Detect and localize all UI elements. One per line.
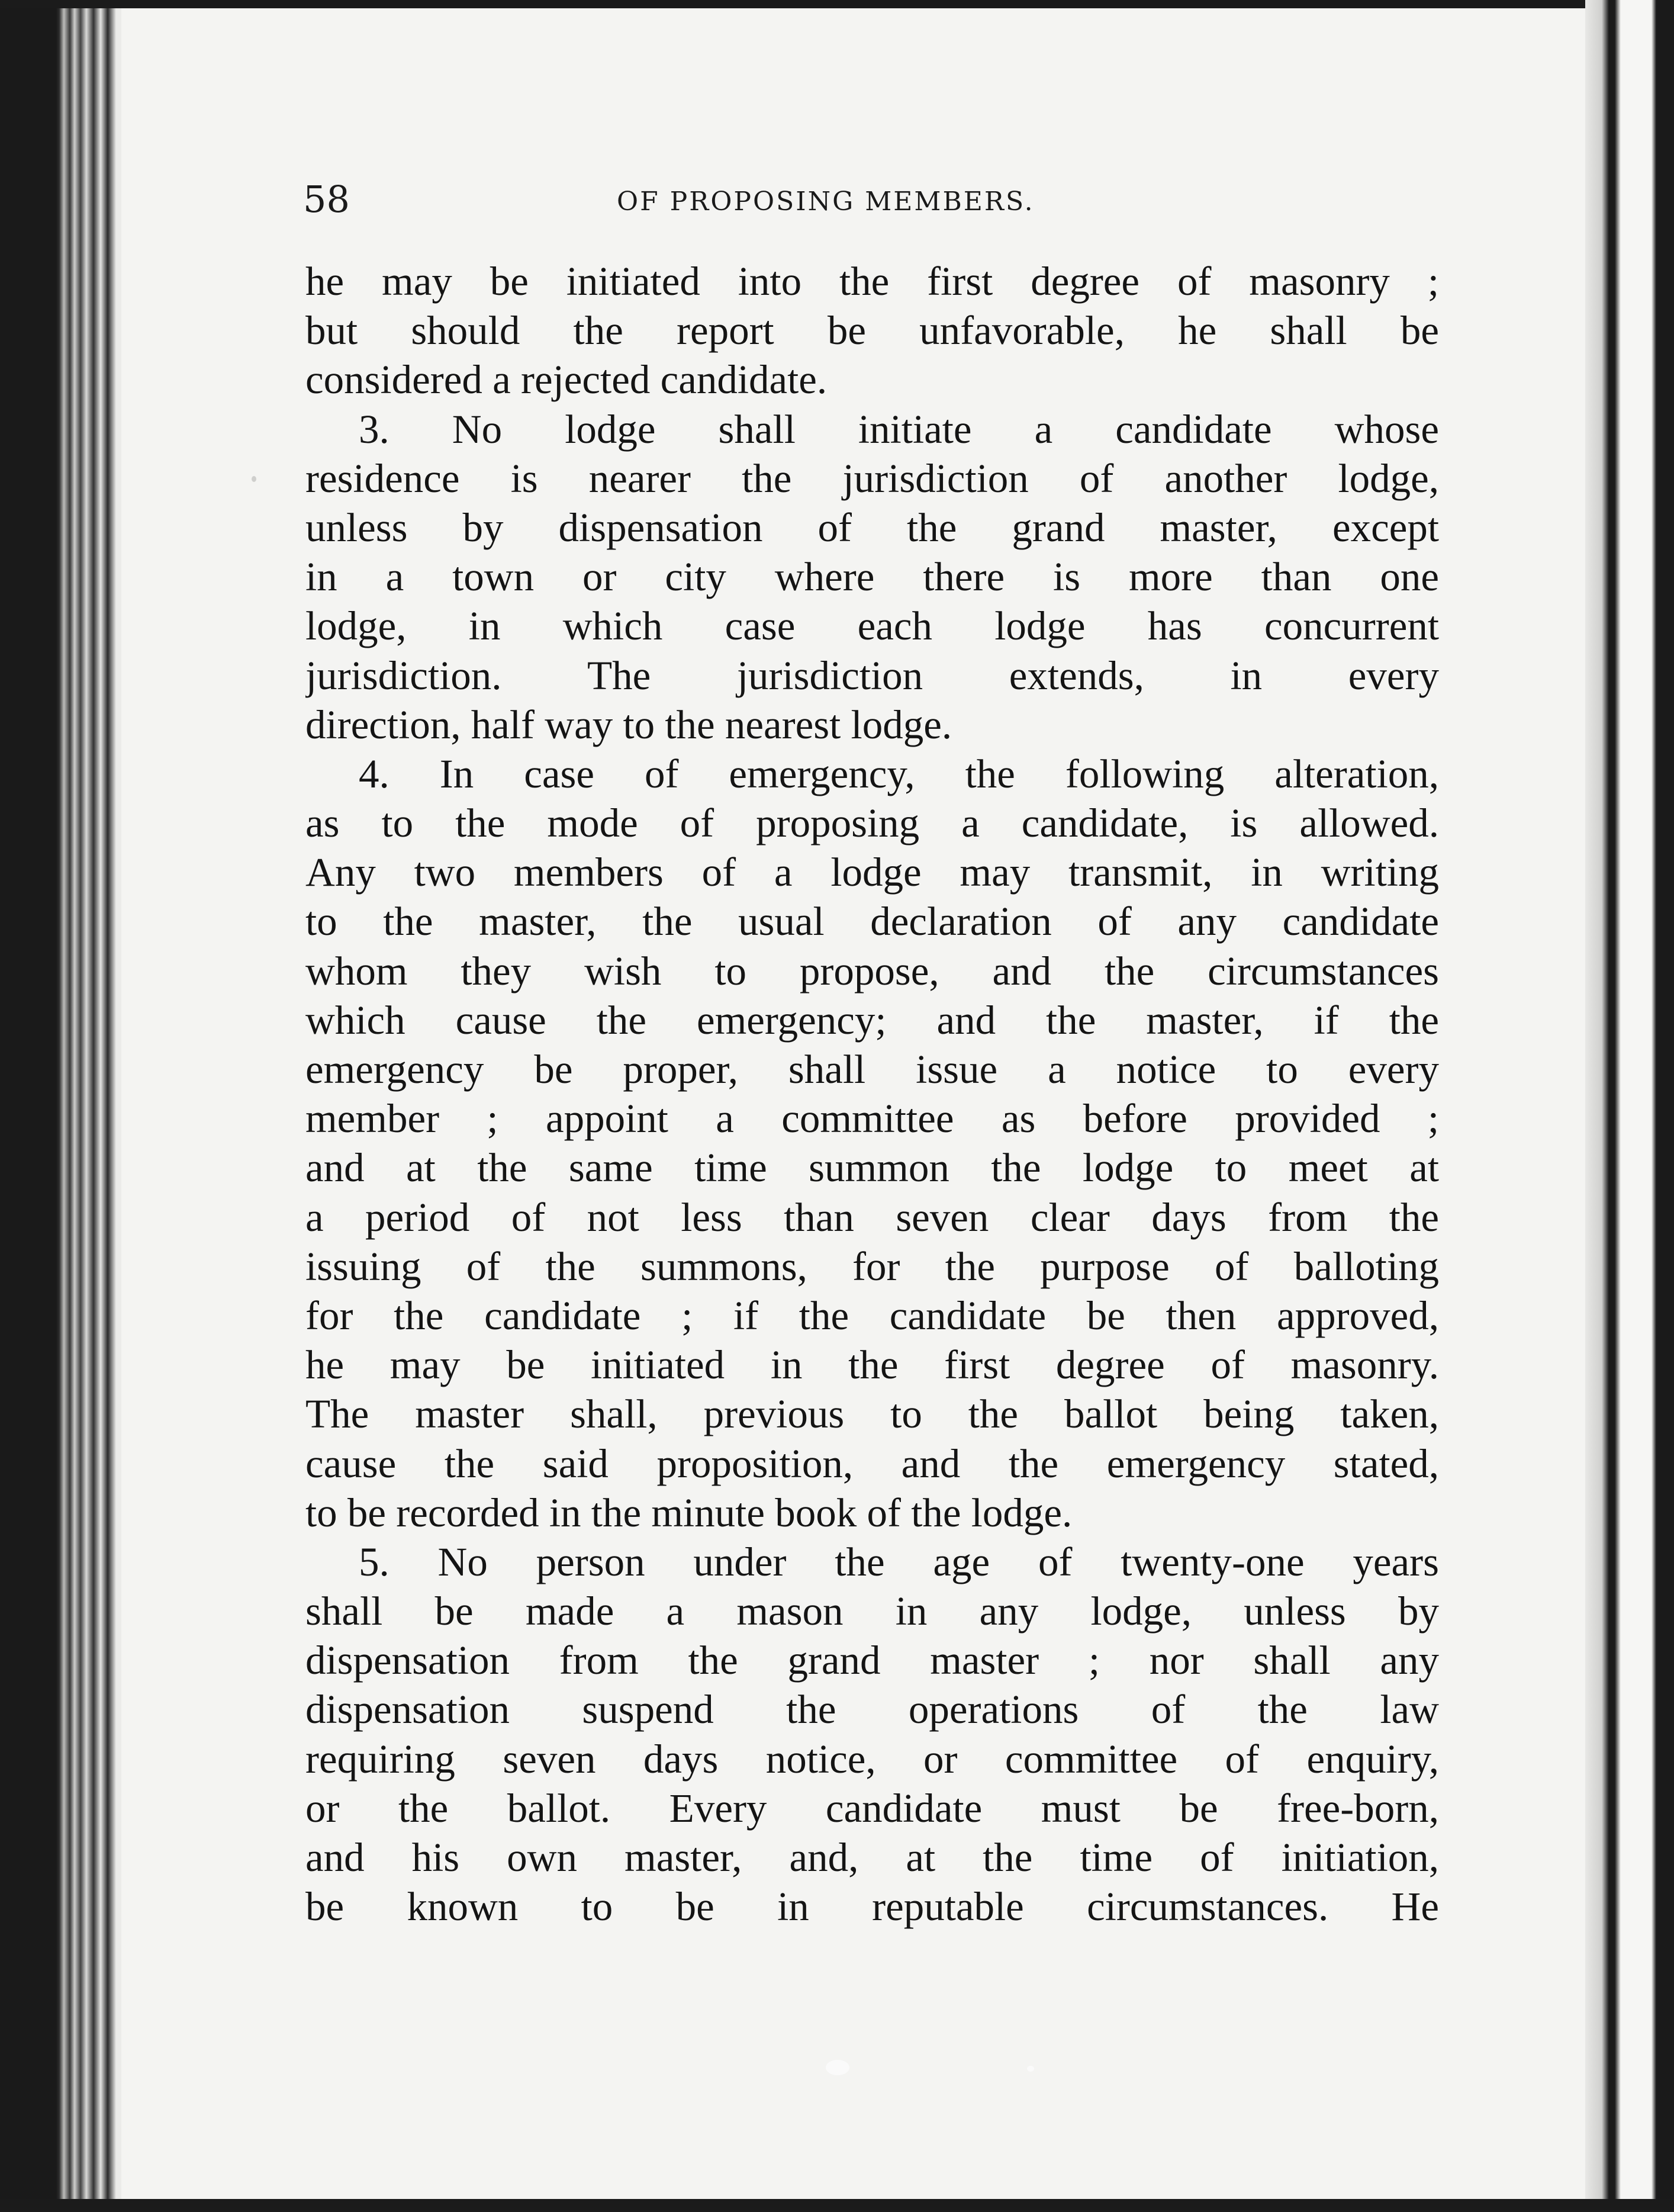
text-line: cause the said proposition, and the emergency stated,: [305, 1441, 1439, 1486]
text-line: shall be made a mason in any lodge, unless by: [305, 1589, 1439, 1634]
paragraph-3-start: 3. No lodge shall initiate a candidate whose: [359, 406, 1439, 452]
page-number: 58: [303, 178, 350, 221]
paper-speck: [252, 476, 256, 482]
text-line: he may be initiated in the first degree of masonry.: [305, 1342, 1439, 1388]
text-line: as to the mode of proposing a candidate, is allowed.: [305, 800, 1439, 846]
text-line: he may be initiated into the first degree of masonry ;: [305, 259, 1439, 304]
paragraph-4-start: 4. In case of emergency, the following alteration,: [359, 751, 1439, 796]
scan-right-edge: [1585, 0, 1674, 2212]
text-line: unless by dispensation of the grand master, except: [305, 504, 1439, 550]
text-line: and his own master, and, at the time of initiation,: [305, 1835, 1439, 1880]
text-line: jurisdiction. The jurisdiction extends, in every: [305, 652, 1439, 698]
book-spine-edge: [0, 0, 121, 2212]
body-text: [305, 257, 1439, 1931]
text-line: but should the report be unfavorable, he shall be: [305, 308, 1439, 353]
text-line: member ; appoint a committee as before provided ;: [305, 1096, 1439, 1142]
paper-speck: [1027, 2066, 1034, 2072]
text-line: dispensation suspend the operations of the law: [305, 1687, 1439, 1732]
text-line: and at the same time summon the lodge to meet at: [305, 1145, 1439, 1191]
page-header: [303, 173, 1191, 226]
text-line: in a town or city where there is more than one: [305, 554, 1439, 600]
text-line: or the ballot. Every candidate must be free-born,: [305, 1785, 1439, 1831]
scan-top-border: [0, 0, 1674, 8]
text-line: residence is nearer the jurisdiction of another lodge,: [305, 455, 1439, 501]
text-line: lodge, in which case each lodge has concurrent: [305, 603, 1439, 649]
text-line: whom they wish to propose, and the circumstances: [305, 948, 1439, 994]
text-line: a period of not less than seven clear days from the: [305, 1194, 1439, 1240]
text-line: to be recorded in the minute book of the lodge.: [305, 1490, 1073, 1535]
text-line: Any two members of a lodge may transmit, in writing: [305, 850, 1439, 895]
scan-bottom-border: [0, 2199, 1674, 2212]
text-line: be known to be in reputable circumstances. He: [305, 1884, 1439, 1930]
text-line: dispensation from the grand master ; nor shall any: [305, 1638, 1439, 1683]
text-line: The master shall, previous to the ballot being taken,: [305, 1391, 1439, 1437]
text-line: which cause the emergency; and the master, if the: [305, 997, 1439, 1043]
running-title: OF PROPOSING MEMBERS.: [617, 187, 1035, 217]
paragraph-5-start: 5. No person under the age of twenty-one years: [359, 1539, 1439, 1584]
text-line: for the candidate ; if the candidate be then approved,: [305, 1293, 1439, 1338]
text-line: considered a rejected candidate.: [305, 357, 828, 403]
text-line: direction, half way to the nearest lodge.: [305, 702, 952, 747]
text-line: emergency be proper, shall issue a notice to every: [305, 1047, 1439, 1092]
text-line: issuing of the summons, for the purpose of balloting: [305, 1243, 1439, 1289]
text-line: requiring seven days notice, or committee of enquiry,: [305, 1736, 1439, 1782]
text-line: to the master, the usual declaration of any candidate: [305, 899, 1439, 944]
paper-speck: [826, 2060, 849, 2075]
